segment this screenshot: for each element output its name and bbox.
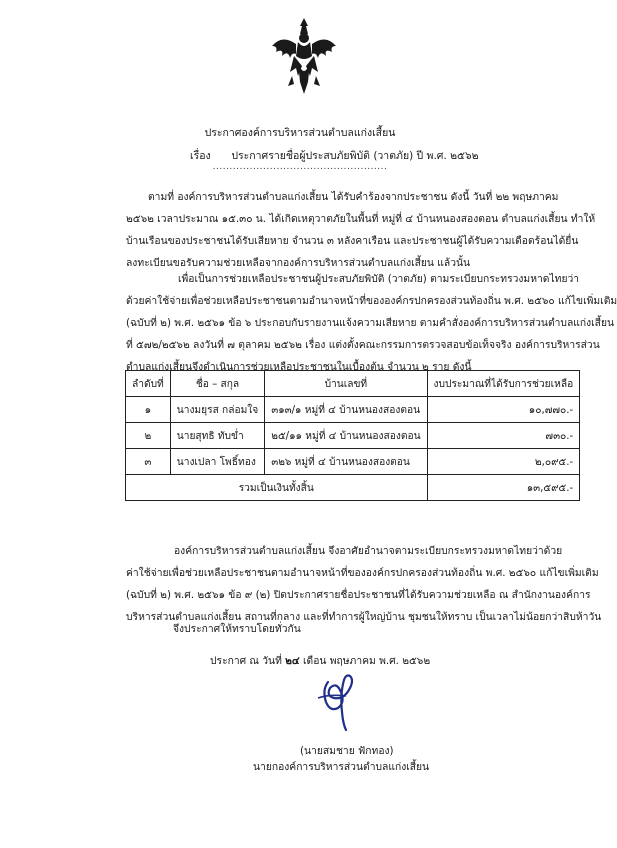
cell-name: นายสุทธิ ทับข่ำ [170,423,264,449]
paragraph-line: บ้านเรือนของประชาชนได้รับเสียหาย จำนวน ๓ หลังคาเรือน และประชาชนผู้ได้รับความเดือดร้อนได้ยื่น [126,235,579,247]
paragraph-line: (ฉบับที่ ๒) พ.ศ. ๒๕๖๑ ข้อ ๖ ประกอบกับรายงานแจ้งความเสียหาย ตามคำสั่งองค์การบริหารส่วนตำบลแก่งเสี้ยน [126,317,615,329]
signatory-name: (นายสมชาย ฟักทอง) [300,745,394,757]
total-label: รวมเป็นเงินทั้งสิ้น [126,475,428,501]
cell-name: นางมยุรส กล่อมใจ [170,397,264,423]
date-prefix: ประกาศ ณ วันที่ [210,655,282,667]
cell-address: ๓๒๖ หมู่ที่ ๔ บ้านหนองสองตอน [265,449,427,475]
cell-amount: ๒,๐๙๕.- [427,449,580,475]
total-amount: ๑๓,๕๙๕.- [427,475,580,501]
cell-amount: ๑๐,๗๗๐.- [427,397,580,423]
date-month: เดือน พฤษภาคม [303,655,376,667]
cell-amount: ๗๓๐.- [427,423,580,449]
table-row [126,449,580,475]
cell-no: ๑ [126,397,171,423]
assistance-table [125,370,580,501]
title-separator: .................................................... [212,162,388,172]
paragraph-line: ตำบลแก่งเสี้ยนจึงดำเนินการช่วยเหลือประชาชนในเบื้องต้น จำนวน ๒ ราย ดังนี้ [126,361,472,373]
cell-address: ๒๕/๑๑ หมู่ที่ ๔ บ้านหนองสองตอน [265,423,427,449]
date-year: พ.ศ. ๒๕๖๒ [379,655,431,667]
paragraph-line: ลงทะเบียนขอรับความช่วยเหลือจากองค์การบริหารส่วนตำบลแก่งเสี้ยน แล้วนั้น [126,257,471,269]
paragraph-3 [126,540,602,628]
cell-no: ๓ [126,449,171,475]
date-day: ๒๔ [285,655,300,667]
table-row [126,397,580,423]
table-header-row [126,371,580,397]
table-total-row [126,475,580,501]
header-amount: งบประมาณที่ได้รับการช่วยเหลือ [427,371,580,397]
subject-text: ประกาศรายชื่อผู้ประสบภัยพิบัติ (วาตภัย) ปี พ.ศ. ๒๕๖๒ [231,150,479,162]
cell-name: นางเปลา โพธิ์ทอง [170,449,264,475]
paragraph-line: ที่ ๕๗๒/๒๕๖๒ ลงวันที่ ๗ ตุลาคม ๒๕๖๒ เรื่อง แต่งตั้งคณะกรรมการตรวจสอบข้อเท็จจริง องค์การบริหารส่วน [126,339,600,351]
paragraph-2 [126,268,617,378]
signatory-position: นายกองค์การบริหารส่วนตำบลแก่งเสี้ยน [253,761,430,773]
table-row [126,423,580,449]
subject-label: เรื่อง [190,150,211,162]
header-address: บ้านเลขที่ [265,371,427,397]
closing-text: จึงประกาศให้ทราบโดยทั่วกัน [173,623,301,635]
paragraph-line: เพื่อเป็นการช่วยเหลือประชาชนผู้ประสบภัยพิบัติ (วาตภัย) ตามระเบียบกระทรวงมหาดไทยว่า [178,273,580,285]
paragraph-line: องค์การบริหารส่วนตำบลแก่งเสี้ยน จึงอาศัยอำนาจตามระเบียบกระทรวงมหาดไทยว่าด้วย [174,545,563,557]
paragraph-line: ตามที่ องค์การบริหารส่วนตำบลแก่งเสี้ยน ได้รับคำร้องจากประชาชน ดังนี้ วันที่ ๒๒ พฤษภาคม [148,191,559,203]
paragraph-line: (ฉบับที่ ๒) พ.ศ. ๒๕๖๑ ข้อ ๙ (๒) ปิดประกาศรายชื่อประชาชนที่ได้รับความช่วยเหลือ ณ สำนักงานองค์การ [126,589,591,601]
cell-no: ๒ [126,423,171,449]
announcement-date [210,652,430,669]
garuda-emblem-icon [268,16,340,96]
header-no: ลำดับที่ [126,371,171,397]
header-name: ชื่อ – สกุล [170,371,264,397]
paragraph-line: ด้วยค่าใช้จ่ายเพื่อช่วยเหลือประชาชนตามอำนาจหน้าที่ขององค์กรปกครองส่วนท้องถิ่น พ.ศ. ๒๕๖๐ แก้ไขเพิ่มเติม [126,295,617,307]
cell-address: ๓๑๓/๑ หมู่ที่ ๔ บ้านหนองสองตอน [265,397,427,423]
paragraph-line: บริหารส่วนตำบลแก่งเสี้ยน สถานที่กลาง และที่ทำการผู้ใหญ่บ้าน ชุมชนให้ทราบ เป็นเวลาไม่น้อยกว่าสิบห้าวัน [126,611,602,623]
paragraph-1 [126,186,596,274]
signature-icon [300,668,380,732]
paragraph-line: ๒๕๖๒ เวลาประมาณ ๑๕.๓๐ น. ได้เกิดเหตุวาตภัยในพื้นที่ หมู่ที่ ๔ บ้านหนองสองตอน ตำบลแก่งเสี้ยน ทำให้ [126,213,596,225]
document-title: ประกาศองค์การบริหารส่วนตำบลแก่งเสี้ยน [204,127,396,139]
paragraph-line: ค่าใช้จ่ายเพื่อช่วยเหลือประชาชนตามอำนาจหน้าที่ขององค์กรปกครองส่วนท้องถิ่น พ.ศ. ๒๕๖๐ แก้ไขเพิ่มเติม [126,567,599,579]
